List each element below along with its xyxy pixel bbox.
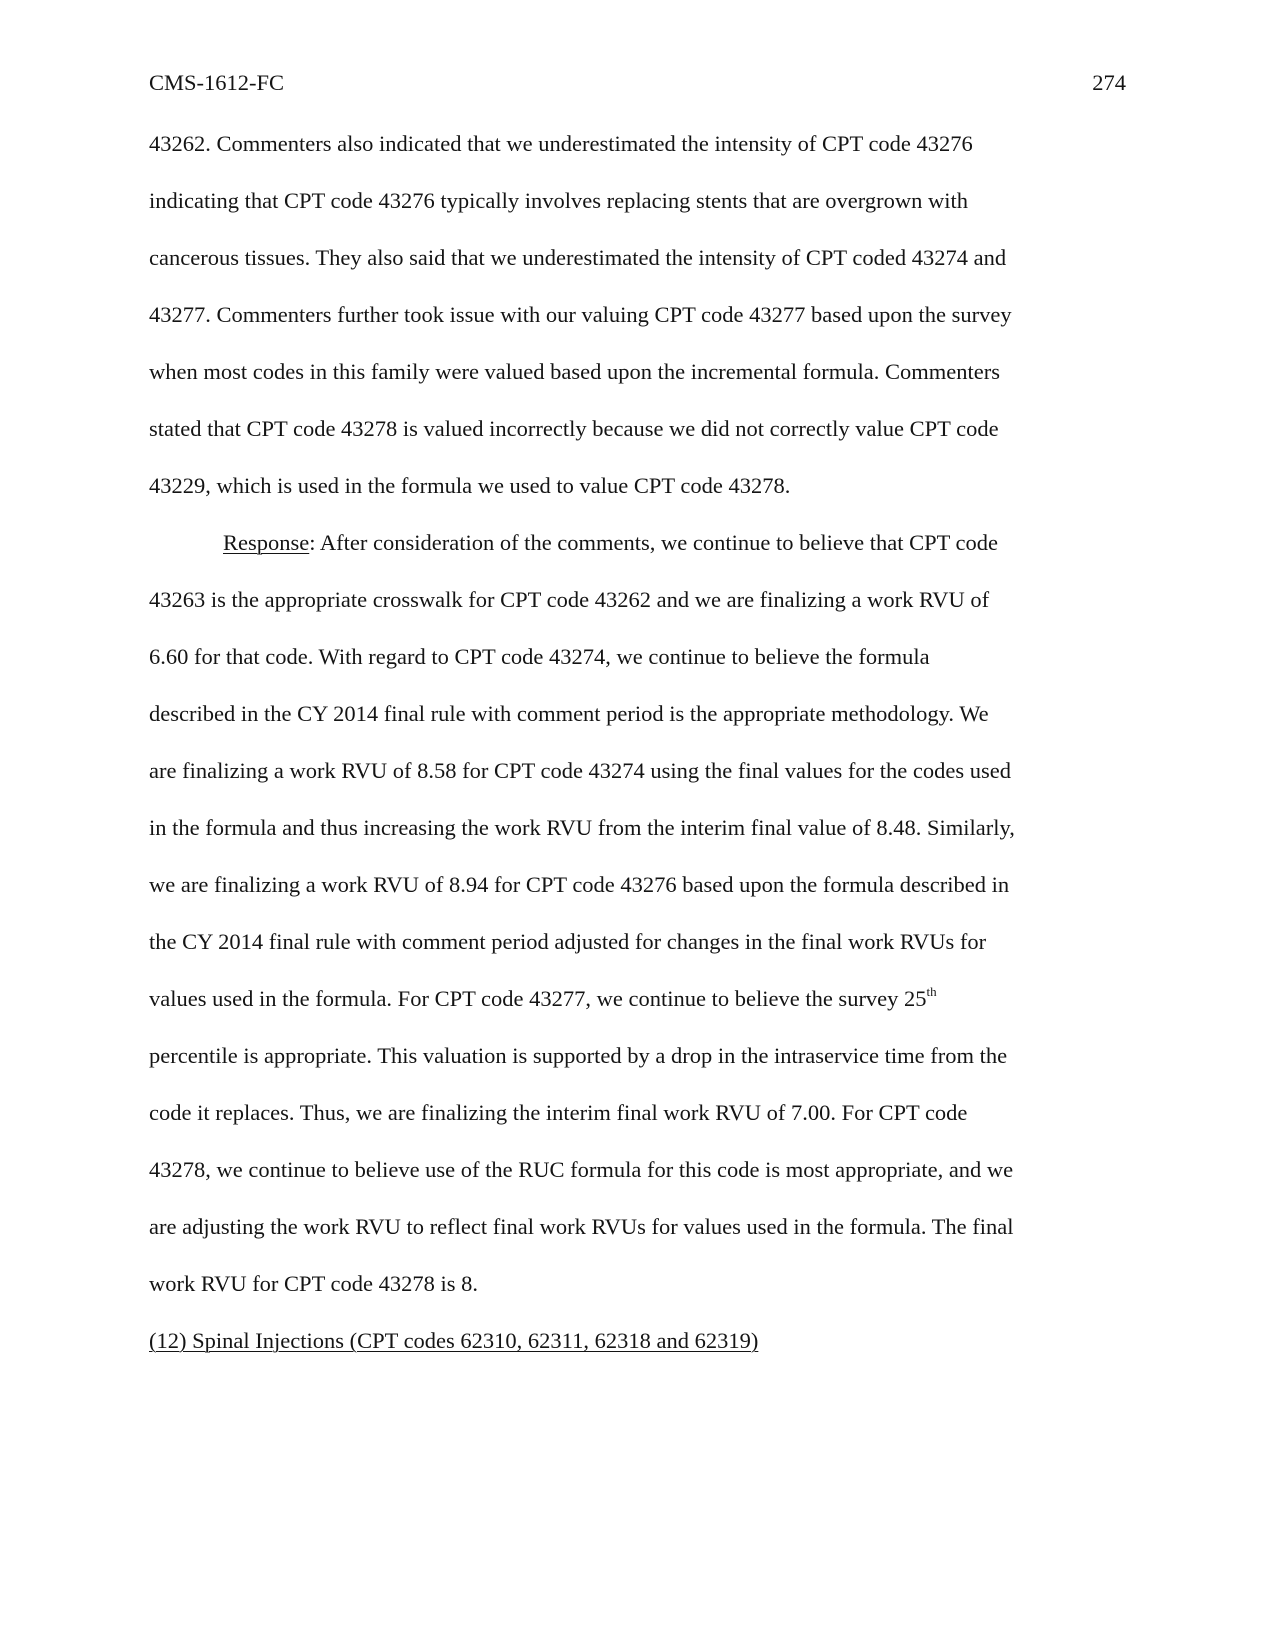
response-label: Response — [223, 530, 310, 555]
paragraph-line: 43277. Commenters further took issue with our valuing CPT code 43277 based upon the survey — [149, 302, 1012, 327]
paragraph-line: we are finalizing a work RVU of 8.94 for CPT code 43276 based upon the formula described in — [149, 872, 1010, 897]
paragraph-line: 43263 is the appropriate crosswalk for CPT code 43262 and we are finalizing a work RVU of — [149, 587, 990, 612]
paragraph-line: 43229, which is used in the formula we used to value CPT code 43278. — [149, 473, 791, 498]
page-number: 274 — [1092, 70, 1126, 95]
paragraph-line: are adjusting the work RVU to reflect final work RVUs for values used in the formula. The final — [149, 1214, 1014, 1239]
document-id: CMS-1612-FC — [149, 70, 285, 95]
survey-line-text: values used in the formula. For CPT code 43277, we continue to believe the survey 25 — [149, 986, 927, 1011]
ordinal-superscript: th — [926, 984, 937, 999]
paragraph-line: the CY 2014 final rule with comment period adjusted for changes in the final work RVUs for — [149, 929, 987, 954]
paragraph-line: stated that CPT code 43278 is valued incorrectly because we did not correctly value CPT code — [149, 416, 999, 441]
paragraph-line: percentile is appropriate. This valuation is supported by a drop in the intraservice time from the — [149, 1043, 1008, 1068]
paragraph-line: 43278, we continue to believe use of the RUC formula for this code is most appropriate, and we — [149, 1157, 1014, 1182]
section-heading: (12) Spinal Injections (CPT codes 62310, 62311, 62318 and 62319) — [149, 1328, 759, 1353]
paragraph-line: described in the CY 2014 final rule with comment period is the appropriate methodology. We — [149, 701, 989, 726]
paragraph-line: cancerous tissues. They also said that we underestimated the intensity of CPT coded 43274 and — [149, 245, 1007, 270]
paragraph-line: work RVU for CPT code 43278 is 8. — [149, 1271, 479, 1296]
response-first-line — [223, 532, 998, 555]
paragraph-line: code it replaces. Thus, we are finalizing the interim final work RVU of 7.00. For CPT code — [149, 1100, 968, 1125]
paragraph-line: in the formula and thus increasing the work RVU from the interim final value of 8.48. Similarly, — [149, 815, 1015, 840]
response-first-line-text: : After consideration of the comments, we continue to believe that CPT code — [309, 530, 999, 555]
paragraph-line: indicating that CPT code 43276 typically involves replacing stents that are overgrown with — [149, 188, 968, 213]
paragraph-line — [149, 984, 937, 1011]
paragraph-line: 6.60 for that code. With regard to CPT code 43274, we continue to believe the formula — [149, 644, 930, 669]
paragraph-line: are finalizing a work RVU of 8.58 for CPT code 43274 using the final values for the codes used — [149, 758, 1011, 783]
paragraph-line: 43262. Commenters also indicated that we underestimated the intensity of CPT code 43276 — [149, 131, 973, 156]
paragraph-line: when most codes in this family were valued based upon the incremental formula. Commenters — [149, 359, 1001, 384]
